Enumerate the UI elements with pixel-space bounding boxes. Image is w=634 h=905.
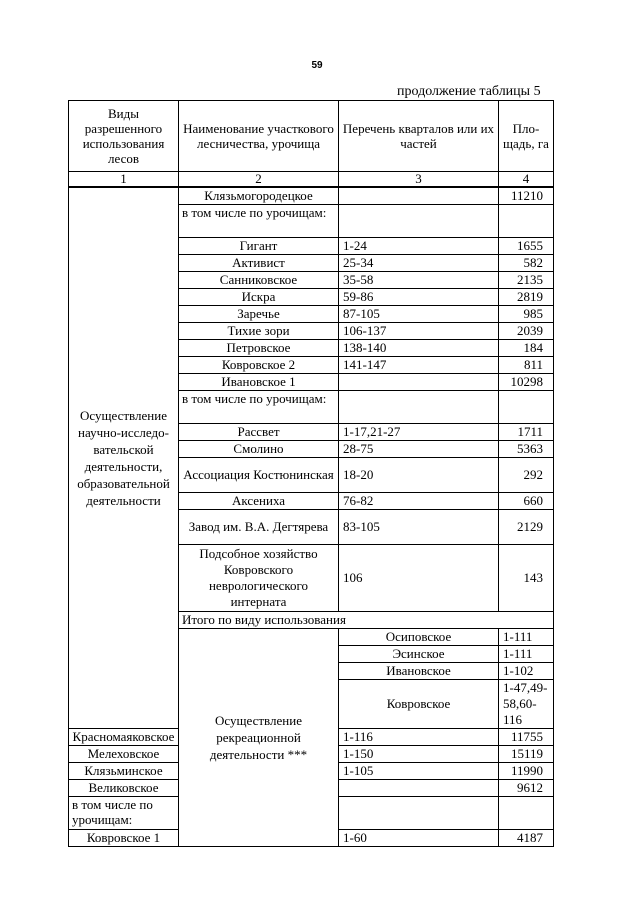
quarters: 1-60 [339,830,499,847]
col-number: 2 [179,172,339,188]
tract-name: Искра [179,289,339,306]
quarters: 1-102 [499,663,554,680]
area: 1711 [499,424,554,441]
tract-name: Смолино [179,441,339,458]
quarters: 35-58 [339,272,499,289]
forestry-name: Мелеховское [69,746,179,763]
quarters: 1-150 [339,746,499,763]
header-area: Пло-щадь, га [499,101,554,172]
quarters: 1-105 [339,763,499,780]
area: 143 [499,545,554,612]
tract-name: Санниковское [179,272,339,289]
quarters: 141-147 [339,357,499,374]
tract-name: Ковровское 2 [179,357,339,374]
forestry-name: Клязьмогородецкое [179,187,339,205]
subtotal-note: в том числе по урочищам: [69,797,179,830]
quarters [339,797,499,830]
area: 5363 [499,441,554,458]
quarters [339,205,499,238]
area: 2129 [499,510,554,545]
area: 2135 [499,272,554,289]
quarters: 25-34 [339,255,499,272]
area: 985 [499,306,554,323]
header-row [69,101,554,172]
header-usage-type: Виды разрешенного использования лесов [69,101,179,172]
area: 4187 [499,830,554,847]
table-row [69,187,554,205]
header-forestry-name: Наименование участкового лесничества, урочища [179,101,339,172]
subtotal-note: в том числе по урочищам: [179,391,339,424]
quarters: 83-105 [339,510,499,545]
forestry-name: Осиповское [339,629,499,646]
quarters: 106-137 [339,323,499,340]
quarters: 87-105 [339,306,499,323]
land-use-table [68,100,554,847]
area: 1655 [499,238,554,255]
tract-name: Рассвет [179,424,339,441]
quarters [339,391,499,424]
forestry-name: Клязьминское [69,763,179,780]
table-continuation-note: продолжение таблицы 5 [397,84,541,99]
area: 2819 [499,289,554,306]
quarters: 1-24 [339,238,499,255]
col-number: 4 [499,172,554,188]
quarters [339,187,499,205]
tract-name: Ковровское 1 [69,830,179,847]
quarters: 18-20 [339,458,499,493]
forestry-name: Эсинское [339,646,499,663]
quarters: 1-17,21-27 [339,424,499,441]
quarters: 1-111 [499,629,554,646]
quarters [339,780,499,797]
area: 11755 [499,729,554,746]
tract-name: Завод им. В.А. Дегтярева [179,510,339,545]
quarters: 59-86 [339,289,499,306]
quarters [339,374,499,391]
area: 9612 [499,780,554,797]
column-number-row [69,172,554,188]
col-number: 3 [339,172,499,188]
quarters: 76-82 [339,493,499,510]
header-quarters: Перечень кварталов или их частей [339,101,499,172]
tract-name: Гигант [179,238,339,255]
area [499,391,554,424]
forestry-name: Ковровское [339,680,499,729]
forestry-name: Ивановское 1 [179,374,339,391]
tract-name: Подсобное хозяйство Ковровского неврологического интерната [179,545,339,612]
usage-type-research: Осуществление научно-исследо-вательской деятельности, образовательной деятельности [69,187,179,729]
area: 2039 [499,323,554,340]
tract-name: Тихие зори [179,323,339,340]
tract-name: Заречье [179,306,339,323]
tract-name: Аксениха [179,493,339,510]
area: 184 [499,340,554,357]
area: 660 [499,493,554,510]
col-number: 1 [69,172,179,188]
area [499,797,554,830]
area: 15119 [499,746,554,763]
page-number: 59 [311,60,323,71]
tract-name: Петровское [179,340,339,357]
area: 582 [499,255,554,272]
quarters: 106 [339,545,499,612]
quarters: 1-111 [499,646,554,663]
tract-name: Ассоциация Костюнинская [179,458,339,493]
quarters: 138-140 [339,340,499,357]
forestry-name: Ивановское [339,663,499,680]
quarters: 1-116 [339,729,499,746]
area [499,205,554,238]
forestry-name: Красномаяковское [69,729,179,746]
usage-type-recreation: Осуществление рекреационной деятельности *** [179,629,339,847]
subtotal-note: в том числе по урочищам: [179,205,339,238]
forestry-name: Великовское [69,780,179,797]
area: 11210 [499,187,554,205]
area: 11990 [499,763,554,780]
area: 811 [499,357,554,374]
area: 292 [499,458,554,493]
quarters: 28-75 [339,441,499,458]
total-label: Итого по виду использования [179,612,554,629]
area: 10298 [499,374,554,391]
quarters: 1-47,49-58,60-116 [499,680,554,729]
tract-name: Активист [179,255,339,272]
